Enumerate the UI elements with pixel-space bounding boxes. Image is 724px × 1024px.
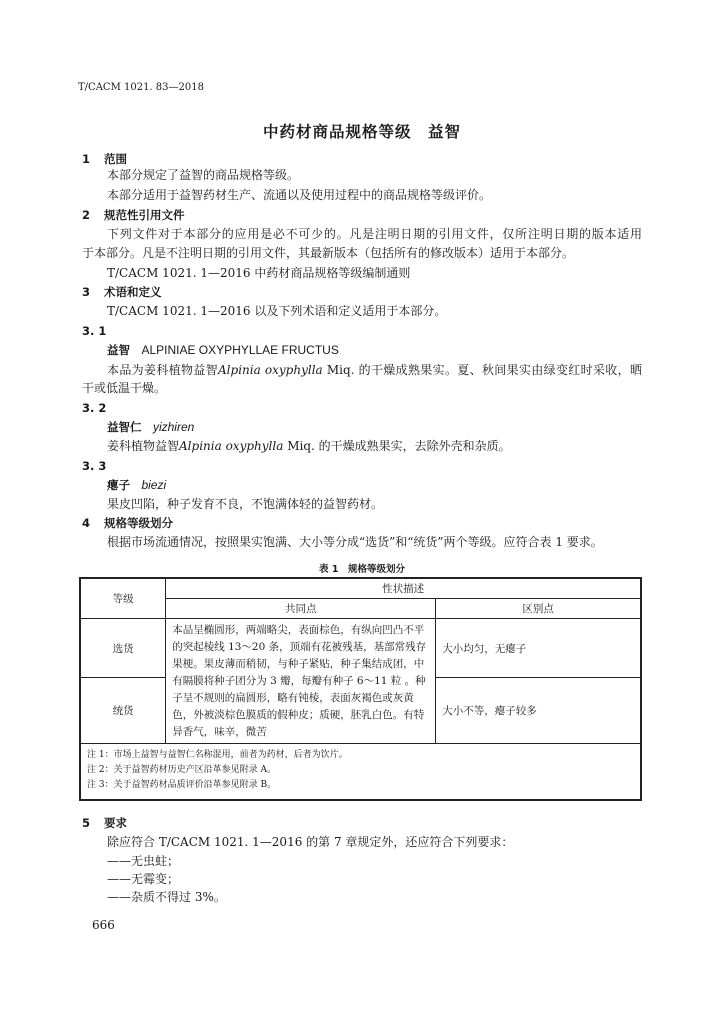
term-3-2: 益智仁 yizhiren — [107, 420, 195, 434]
common-traits-cell — [166, 619, 436, 744]
table-notes — [80, 744, 641, 801]
term-3-1-number: 3. 1 — [82, 324, 107, 338]
section-1-para-2: 本部分适用于益智药材生产、流通以及使用过程中的商品规格等级评价。 — [107, 188, 492, 202]
section-3-heading: 3 术语和定义 — [82, 285, 162, 299]
grade-table — [79, 577, 642, 801]
requirement-item: ——无虫蛀； — [107, 854, 180, 868]
section-2-para-line-1: 下列文件对于本部分的应用是必不可少的。凡是注明日期的引用文件，仅所注明日期的版本适用 — [107, 227, 642, 241]
standard-code: T/CACM 1021. 83—2018 — [78, 82, 204, 93]
traits-header: 性状描述 — [166, 578, 641, 599]
section-5-heading: 5 要求 — [82, 816, 127, 830]
table-note: 注 1：市场上益智与益智仁名称混用，前者为药材，后者为饮片。 — [87, 750, 348, 760]
common-line: 的突起棱线 13～20 条，顶端有花被残基，基部常残存 — [172, 641, 427, 653]
common-line: 有隔膜将种子团分为 3 瓣，每瓣有种子 6～11 粒 。种 — [172, 675, 426, 687]
term-3-1-definition-line-1: 本品为姜科植物益智Alpinia oxyphylla Miq. 的干燥成熟果实。夏、秋间果实由绿变红时采收，晒 — [107, 363, 642, 377]
term-3-3-number: 3. 3 — [82, 459, 107, 473]
term-3-2-number: 3. 2 — [82, 401, 107, 415]
diff-header: 区别点 — [436, 599, 641, 619]
normative-reference: T/CACM 1021. 1—2016 中药材商品规格等级编制通则 — [107, 266, 411, 280]
requirement-item: ——无霉变； — [107, 872, 180, 886]
term-3-1-definition-line-2: 干或低温干燥。 — [82, 381, 167, 395]
common-line: 本品呈椭圆形，两端略尖，表面棕色，有纵向凹凸不平 — [172, 624, 425, 636]
section-5-para: 除应符合 T/CACM 1021. 1—2016 的第 7 章规定外，还应符合下列要求： — [107, 835, 514, 849]
common-line: 子呈不规则的扁圆形，略有钝棱，表面灰褐色或灰黄 — [172, 692, 414, 704]
term-3-1: 益智 ALPINIAE OXYPHYLLAE FRUCTUS — [107, 343, 339, 357]
diff-cell: 大小不等，瘪子较多 — [436, 678, 641, 744]
table-note: 注 2：关于益智药材历史产区沿革参见附录 A。 — [87, 765, 276, 775]
grade-cell: 统货 — [80, 678, 166, 744]
section-2-para-line-2: 于本部分。凡是不注明日期的引用文件，其最新版本（包括所有的修改版本）适用于本部分。 — [82, 246, 575, 260]
section-1-para-1: 本部分规定了益智的商品规格等级。 — [107, 168, 300, 182]
page-title: 中药材商品规格等级 益智 — [262, 123, 461, 141]
grade-header: 等级 — [80, 578, 166, 619]
common-line: 果梗。果皮薄而稍韧，与种子紧贴，种子集结成团，中 — [172, 658, 425, 670]
term-3-3-definition: 果皮凹陷，种子发育不良，不饱满体轻的益智药材。 — [107, 497, 384, 511]
common-header: 共同点 — [166, 599, 436, 619]
common-line: 色，外被淡棕色膜质的假种皮；质硬，胚乳白色。有特 — [172, 709, 425, 721]
page-number: 666 — [92, 918, 115, 932]
diff-cell: 大小均匀，无瘪子 — [436, 619, 641, 678]
section-1-heading: 1 范围 — [82, 152, 127, 166]
common-line: 异香气，味辛，微苦 — [172, 726, 267, 738]
table-note: 注 3：关于益智药材品质评价沿革参见附录 B。 — [87, 780, 277, 790]
term-3-3: 瘪子 biezi — [107, 478, 167, 492]
grade-cell: 选货 — [80, 619, 166, 678]
section-4-heading: 4 规格等级划分 — [82, 516, 173, 530]
requirement-item: ——杂质不得过 3%。 — [107, 890, 226, 904]
term-3-2-definition: 姜科植物益智Alpinia oxyphylla Miq. 的干燥成熟果实，去除外壳和杂质。 — [107, 439, 511, 453]
table-caption: 表 1 规格等级划分 — [319, 564, 405, 575]
section-4-para: 根据市场流通情况，按照果实饱满、大小等分成“选货”和“统货”两个等级。应符合表 1 要求。 — [107, 535, 603, 549]
section-3-para: T/CACM 1021. 1—2016 以及下列术语和定义适用于本部分。 — [107, 304, 447, 318]
section-2-heading: 2 规范性引用文件 — [82, 208, 185, 222]
